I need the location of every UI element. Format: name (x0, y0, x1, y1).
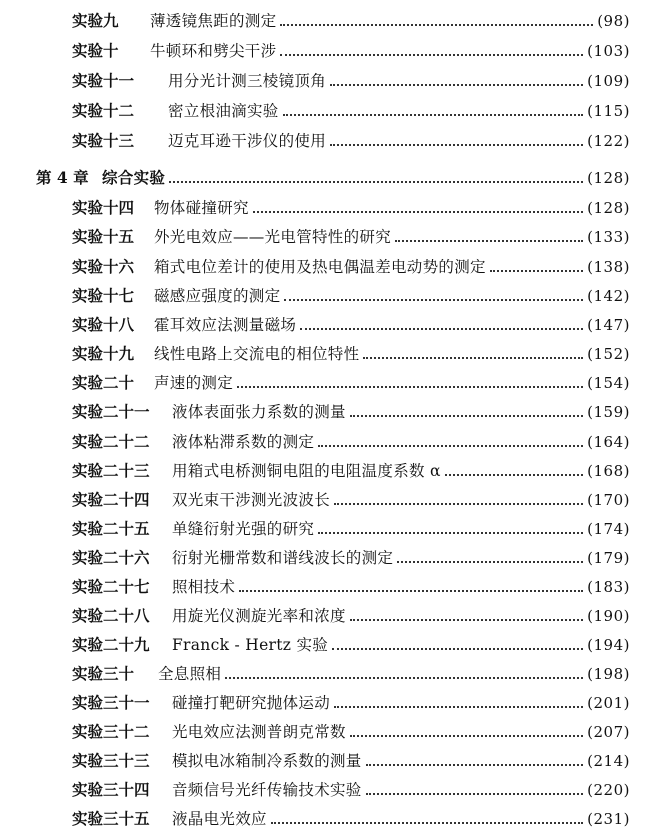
entry-title: 照相技术 (172, 578, 236, 596)
dot-leader (490, 258, 583, 276)
chapter-number: 第 4 章 (36, 168, 89, 187)
dot-leader (350, 403, 583, 421)
entry-page: (174) (587, 520, 630, 538)
entry-title: 液体表面张力系数的测量 (172, 403, 346, 421)
entry-page: (122) (587, 132, 630, 150)
dot-leader (397, 549, 583, 567)
entry-page: (133) (587, 228, 630, 246)
entry-page: (183) (587, 578, 630, 596)
entry-title: 音频信号光纤传输技术实验 (172, 781, 362, 799)
entry-title: 全息照相 (158, 665, 222, 683)
entry-number: 实验十六 (72, 257, 135, 276)
entry-page: (115) (587, 102, 630, 120)
dot-leader (350, 723, 583, 741)
dot-leader (366, 752, 584, 770)
entry-number: 实验三十一 (72, 693, 150, 712)
toc-entry (72, 630, 630, 654)
chapter-title: 综合实验 (102, 168, 166, 187)
entry-title: 线性电路上交流电的相位特性 (154, 345, 360, 363)
dot-leader (239, 578, 583, 596)
entry-page: (154) (587, 374, 630, 392)
toc-entry (72, 775, 630, 799)
entry-number: 实验九 (72, 11, 119, 30)
toc-entry (72, 514, 630, 538)
entry-number: 实验三十五 (72, 809, 150, 828)
toc-entry (72, 339, 630, 363)
toc-entry (72, 804, 630, 828)
entry-title: 外光电效应——光电管特性的研究 (154, 228, 392, 246)
entry-title: 薄透镜焦距的测定 (150, 12, 277, 30)
entry-title: 用旋光仪测旋光率和浓度 (172, 607, 346, 625)
entry-number: 实验十五 (72, 227, 135, 246)
dot-leader (330, 72, 583, 90)
toc-entry (72, 601, 630, 625)
dot-leader (225, 665, 583, 683)
entry-page: (201) (587, 694, 630, 712)
entry-number: 实验十八 (72, 315, 135, 334)
entry-number: 实验二十二 (72, 432, 150, 451)
entry-page: (142) (587, 287, 630, 305)
chapter-page: (128) (587, 169, 630, 187)
toc-entry (72, 456, 630, 480)
toc-entry (72, 66, 630, 90)
entry-number: 实验二十七 (72, 577, 150, 596)
entry-number: 实验十九 (72, 344, 135, 363)
dot-leader (284, 287, 583, 305)
toc-entry (72, 281, 630, 305)
entry-page: (179) (587, 549, 630, 567)
entry-title: 物体碰撞研究 (154, 199, 249, 217)
dot-leader (330, 132, 583, 150)
entry-page: (170) (587, 491, 630, 509)
entry-title: 模拟电冰箱制冷系数的测量 (172, 752, 362, 770)
entry-page: (220) (587, 781, 630, 799)
entry-page: (194) (587, 636, 630, 654)
dot-leader (366, 781, 584, 799)
toc-entry (72, 397, 630, 421)
toc-entry (72, 717, 630, 741)
entry-title: 液体粘滞系数的测定 (172, 433, 315, 451)
entry-page: (147) (587, 316, 630, 334)
dot-leader (271, 810, 583, 828)
entry-number: 实验十二 (72, 101, 135, 120)
dot-leader (332, 636, 583, 654)
entry-page: (198) (587, 665, 630, 683)
entry-title: 箱式电位差计的使用及热电偶温差电动势的测定 (154, 258, 486, 276)
toc-entry (72, 485, 630, 509)
dot-leader (334, 694, 583, 712)
entry-title: 牛顿环和劈尖干涉 (150, 42, 277, 60)
entry-title: 衍射光栅常数和谱线波长的测定 (172, 549, 394, 567)
entry-number: 实验二十四 (72, 490, 150, 509)
entry-number: 实验二十九 (72, 635, 150, 654)
entry-page: (168) (587, 462, 630, 480)
toc-entry (72, 193, 630, 217)
entry-title: 迈克耳逊干涉仪的使用 (168, 132, 327, 150)
dot-leader (318, 433, 583, 451)
entry-title: 碰撞打靶研究抛体运动 (172, 694, 331, 712)
toc-entry (72, 6, 630, 30)
toc-entry (72, 126, 630, 150)
toc-entry (72, 36, 630, 60)
dot-leader (395, 228, 583, 246)
entry-title: 密立根油滴实验 (168, 102, 279, 120)
entry-number: 实验二十八 (72, 606, 150, 625)
entry-page: (207) (587, 723, 630, 741)
dot-leader (169, 169, 583, 187)
entry-title: Franck - Hertz 实验 (172, 636, 329, 654)
entry-page: (190) (587, 607, 630, 625)
dot-leader (300, 316, 583, 334)
entry-title: 声速的测定 (154, 374, 234, 392)
entry-page: (98) (597, 12, 630, 30)
dot-leader (350, 607, 583, 625)
toc-entry (72, 310, 630, 334)
entry-number: 实验三十二 (72, 722, 150, 741)
entry-title: 用箱式电桥测铜电阻的电阻温度系数 α (172, 462, 441, 480)
entry-number: 实验十三 (72, 131, 135, 150)
entry-page: (159) (587, 403, 630, 421)
entry-page: (128) (587, 199, 630, 217)
dot-leader (363, 345, 583, 363)
entry-number: 实验十七 (72, 286, 135, 305)
entry-page: (164) (587, 433, 630, 451)
entry-page: (231) (587, 810, 630, 828)
toc-entry (72, 252, 630, 276)
toc-entry (72, 96, 630, 120)
entry-title: 液晶电光效应 (172, 810, 267, 828)
chapter-heading (36, 163, 630, 187)
toc-entry (72, 222, 630, 246)
entry-title: 霍耳效应法测量磁场 (154, 316, 297, 334)
entry-page: (109) (587, 72, 630, 90)
dot-leader (318, 520, 583, 538)
entry-page: (214) (587, 752, 630, 770)
entry-number: 实验二十五 (72, 519, 150, 538)
dot-leader (334, 491, 583, 509)
dot-leader (445, 462, 583, 480)
entry-number: 实验二十三 (72, 461, 150, 480)
entry-number: 实验二十六 (72, 548, 150, 567)
toc-entry (72, 572, 630, 596)
toc-entry (72, 543, 630, 567)
entry-page: (103) (587, 42, 630, 60)
entry-number: 实验三十 (72, 664, 135, 683)
entry-number: 实验十 (72, 41, 119, 60)
dot-leader (253, 199, 583, 217)
entry-number: 实验二十一 (72, 402, 150, 421)
toc-entry (72, 427, 630, 451)
entry-title: 双光束干涉测光波波长 (172, 491, 331, 509)
entry-title: 单缝衍射光强的研究 (172, 520, 315, 538)
toc-entry (72, 368, 630, 392)
dot-leader (237, 374, 583, 392)
toc-entry (72, 688, 630, 712)
entry-title: 光电效应法测普朗克常数 (172, 723, 346, 741)
entry-page: (152) (587, 345, 630, 363)
dot-leader (280, 12, 593, 30)
entry-number: 实验十一 (72, 71, 135, 90)
entry-title: 用分光计测三棱镜顶角 (168, 72, 327, 90)
entry-number: 实验三十四 (72, 780, 150, 799)
entry-number: 实验二十 (72, 373, 135, 392)
entry-number: 实验十四 (72, 198, 135, 217)
entry-number: 实验三十三 (72, 751, 150, 770)
entry-page: (138) (587, 258, 630, 276)
toc-entry (72, 746, 630, 770)
toc-entry (72, 659, 630, 683)
entry-title: 磁感应强度的测定 (154, 287, 281, 305)
dot-leader (280, 42, 583, 60)
dot-leader (283, 102, 584, 120)
